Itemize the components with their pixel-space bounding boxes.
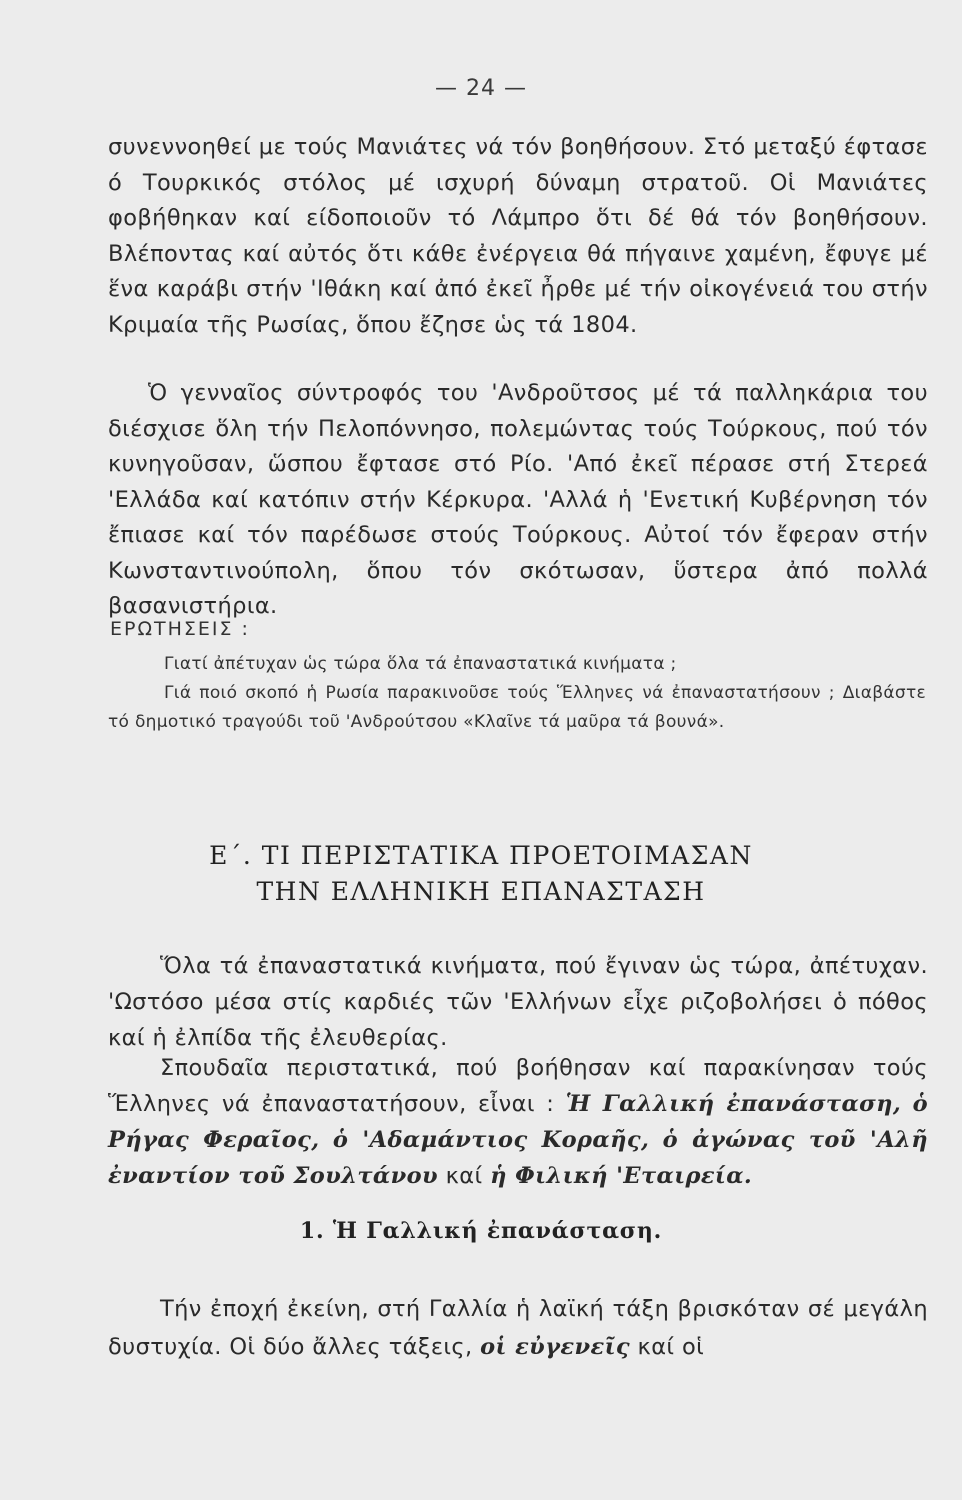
question-1-text: Γιατί ἀπέτυχαν ὡς τώρα ὅλα τά ἐπαναστατικά κινήματα ; (164, 654, 677, 674)
question-2 (108, 679, 926, 737)
factor-ali-pasha: ὁ ἀγώνας τοῦ 'Αλῆ ἐναντίον τοῦ Σουλτάνου (108, 1127, 928, 1189)
paragraph-5-text: Τήν ἐποχή ἐκείνη, στή Γαλλία ἡ λαϊκή τάξη βρισκόταν σέ μεγάλη δυστυχία. Οἱ δύο ἄλλες τάξεις, (108, 1296, 928, 1360)
chapter-title-line-2: ΤΗΝ ΕΛΛΗΝΙΚΗ ΕΠΑΝΑΣΤΑΣΗ (256, 877, 706, 906)
factor-rigas-feraios: ὁ Ρήγας Φεραῖος, (108, 1091, 928, 1153)
question-1 (108, 650, 926, 679)
paragraph-5-tail: καί οἱ (637, 1334, 705, 1360)
paragraph-2-text: Ὁ γενναῖος σύντροφός του 'Ανδροῦτσος μέ τά παλληκάρια του διέσχισε ὅλη τήν Πελοπόννησο, πολεμώντας τούς Τούρκους, πού τόν κυνηγοῦσαν, ὥσπου ἔφτασε στό Ρίο. 'Από ἐκεῖ πέρασε στή Στερεά 'Ελλάδα καί κατόπιν στήν Κέρκυρα. 'Αλλά ἡ 'Ενετική Κυβέρνηση τόν ἔπιασε καί τόν παρέδωσε στούς Τούρκους. Αὐτοί τόν ἔφεραν στήν Κωνσταντινούπολη, ὅπου τόν σκότωσαν, ὕστερα ἀπό πολλά βασανιστήρια. (108, 380, 928, 619)
nobles-term: οἱ εὐγενεῖς (480, 1334, 630, 1360)
questions-list (108, 650, 926, 737)
question-2-text: Γιά ποιό σκοπό ἡ Ρωσία παρακινοῦσε τούς Ἕλληνες νά ἐπαναστατήσουν ; Διαβάστε τό δημοτικό τραγούδι τοῦ 'Ανδρούτσου «Κλαῖνε τά μαῦρα τά βουνά». (108, 683, 926, 732)
paragraph-2 (108, 376, 928, 625)
factor-filiki-etaireia: ἡ Φιλική 'Εταιρεία. (490, 1163, 753, 1189)
chapter-title (0, 838, 962, 910)
paragraph-1: συνεννοηθεί με τούς Μανιάτες νά τόν βοηθήσουν. Στό μεταξύ έφτασε ό Τουρκικός στόλος μέ ισχυρή δύναμη στρατοῦ. Οἱ Μανιάτες φοβήθηκαν καί είδοποιοῦν τό Λάμπρο ὅτι δέ θά τόν βοηθήσουν. Βλέποντας καί αὐτός ὅτι κάθε ἐνέργεια θά πήγαινε χαμένη, ἔφυγε μέ ἕνα καράβι στήν 'Ιθάκη καί ἀπό ἐκεῖ ἦρθε μέ τήν οἰκογένειά του στήν Κριμαία τῆς Ρωσίας, ὅπου ἔζησε ὡς τά 1804. (108, 134, 928, 338)
paragraph-5 (108, 1290, 928, 1366)
factor-french-revolution: Ἡ Γαλλική ἐπανάσταση, (565, 1091, 902, 1117)
page-number: — 24 — (435, 76, 527, 101)
factor-korais: ὁ 'Αδαμάντιος Κοραῆς, (332, 1127, 650, 1153)
paragraph-4-conjunction: καί (445, 1163, 483, 1189)
section-title: 1. Ἡ Γαλλική ἐπανάσταση. (299, 1218, 663, 1244)
chapter-title-line-1: Ε΄. ΤΙ ΠΕΡΙΣΤΑΤΙΚΑ ΠΡΟΕΤΟΙΜΑΣΑΝ (209, 841, 753, 870)
questions-heading: ΕΡΩΤΗΣΕΙΣ : (110, 618, 250, 640)
paragraph-4 (108, 1050, 928, 1194)
paragraph-3 (108, 948, 928, 1056)
paragraph-4-lead: Σπουδαῖα περιστατικά, πού βοήθησαν καί παρακίνησαν τούς Ἕλληνες νά ἐπαναστατήσουν, εἶναι : (108, 1055, 928, 1117)
paragraph-3-text: Ὅλα τά ἐπαναστατικά κινήματα, πού ἔγιναν ὡς τώρα, ἀπέτυχαν. 'Ωστόσο μέσα στίς καρδιές τῶν 'Ελλήνων εἶχε ριζοβολήσει ὁ πόθος καί ἡ ἐλπίδα τῆς ἐλευθερίας. (108, 953, 928, 1051)
